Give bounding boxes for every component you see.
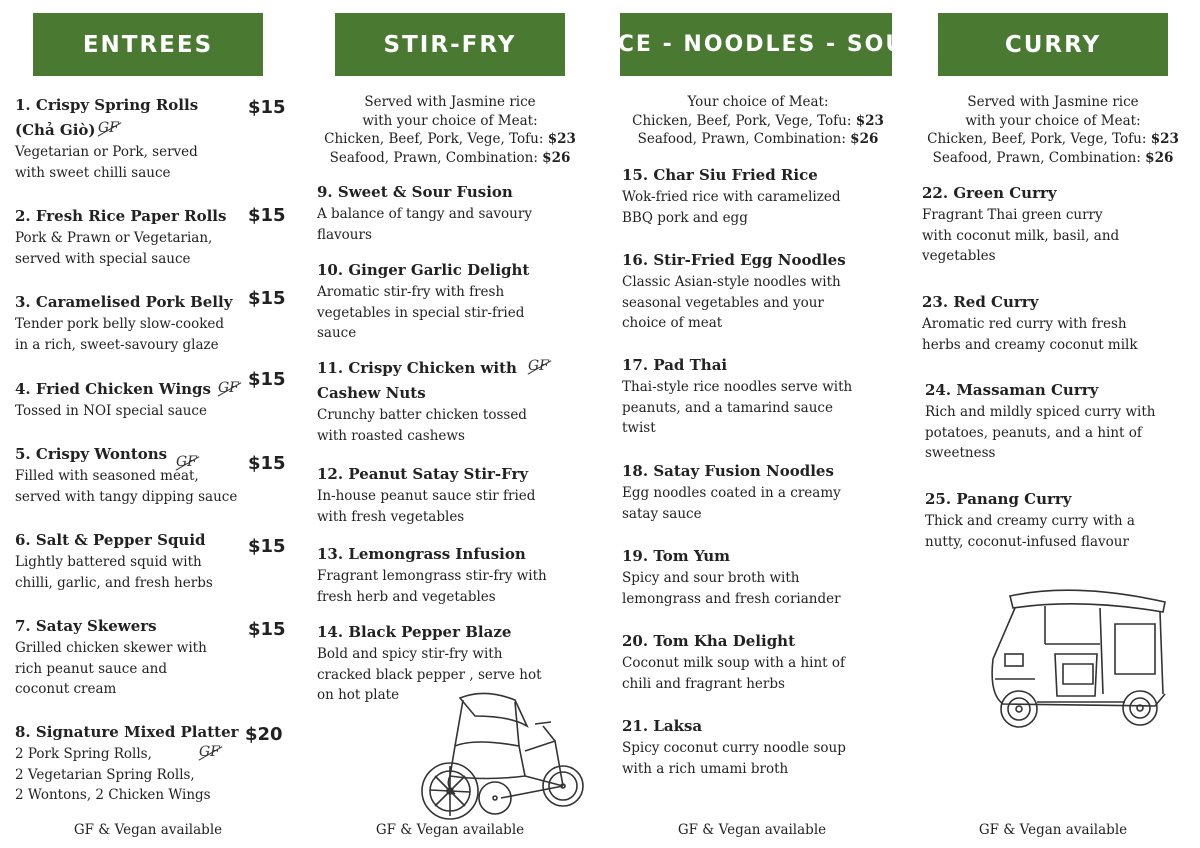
gf-badge: GF	[98, 120, 119, 136]
menu-item-8	[15, 721, 239, 806]
item-title: 3. Caramelised Pork Belly	[15, 293, 233, 311]
menu-item-9	[317, 181, 532, 245]
item-desc: In-house peanut sauce stir fried with fresh vegetables	[317, 488, 536, 525]
menu-item-20	[622, 630, 845, 694]
item-title: 1. Crispy Spring Rolls	[15, 96, 199, 114]
item-title: 15. Char Siu Fried Rice	[622, 166, 818, 184]
item-desc: Tossed in NOI special sauce	[15, 403, 207, 419]
item-desc: 2 Pork Spring Rolls, 2 Vegetarian Spring Rolls, 2 Wontons, 2 Chicken Wings	[15, 746, 211, 803]
gf-badge: GF	[199, 744, 220, 760]
menu-item-13	[317, 543, 547, 607]
menu-item-16	[622, 249, 846, 334]
item-price: $15	[248, 205, 286, 226]
item-desc: Spicy coconut curry noodle soup with a rich umami broth	[622, 740, 846, 777]
gf-badge: GF	[218, 380, 239, 396]
menu-item-24	[925, 379, 1155, 464]
menu-item-21	[622, 715, 846, 779]
rice-footer: GF & Vegan available	[677, 822, 827, 838]
item-title: 16. Stir-Fried Egg Noodles	[622, 251, 846, 269]
item-title: 20. Tom Kha Delight	[622, 632, 796, 650]
item-title: 19. Tom Yum	[622, 547, 731, 565]
menu-item-10	[317, 259, 529, 344]
menu-item-18	[622, 460, 841, 524]
item-desc: Vegetarian or Pork, served with sweet chilli sauce	[15, 144, 198, 181]
item-desc: A balance of tangy and savoury flavours	[317, 206, 532, 243]
item-title: 22. Green Curry	[922, 184, 1057, 202]
item-price: $15	[248, 619, 286, 640]
item-desc: Bold and spicy stir-fry with cracked black pepper , serve hot on hot plate	[317, 646, 542, 703]
curry-footer: GF & Vegan available	[978, 822, 1128, 838]
menu-item-6	[15, 529, 213, 593]
menu-item-25	[925, 488, 1135, 552]
item-title: 5. Crispy Wontons	[15, 445, 168, 463]
item-title: 13. Lemongrass Infusion	[317, 545, 526, 563]
entrees-footer: GF & Vegan available	[73, 822, 223, 838]
menu-item-4	[15, 378, 211, 422]
item-title: 2. Fresh Rice Paper Rolls	[15, 207, 227, 225]
item-title: 18. Satay Fusion Noodles	[622, 462, 834, 480]
item-price: $15	[248, 288, 286, 309]
menu-item-5	[15, 443, 237, 507]
menu-item-2	[15, 205, 226, 269]
menu-item-3	[15, 291, 232, 355]
item-desc: Filled with seasoned meat, served with tangy dipping sauce	[15, 468, 238, 505]
item-desc: Lightly battered squid with chilli, garlic, and fresh herbs	[15, 554, 213, 591]
item-desc: Tender pork belly slow-cooked in a rich, sweet-savoury glaze	[15, 316, 225, 353]
entrees-header: ENTREES	[33, 13, 263, 76]
item-price: $15	[248, 97, 286, 118]
stirfry-header: STIR-FRY	[335, 13, 565, 76]
item-price: $15	[248, 369, 286, 390]
item-title: 12. Peanut Satay Stir-Fry	[317, 465, 529, 483]
rice-note: Your choice of Meat: Chicken, Beef, Pork, Vege, Tofu: $23 Seafood, Prawn, Combination: $26	[632, 94, 884, 147]
item-desc: Thick and creamy curry with a nutty, coconut-infused flavour	[925, 513, 1135, 550]
item-desc: Fragrant Thai green curry with coconut milk, basil, and vegetables	[922, 207, 1120, 264]
gf-badge: GF	[528, 358, 549, 374]
menu-item-19	[622, 545, 841, 609]
item-desc: Wok-fried rice with caramelized BBQ pork and egg	[622, 189, 841, 226]
item-desc: Rich and mildly spiced curry with potatoes, peanuts, and a hint of sweetness	[925, 404, 1156, 461]
item-title: 8. Signature Mixed Platter	[15, 723, 239, 741]
item-title-line2: Cashew Nuts	[317, 384, 426, 402]
item-price: $15	[248, 453, 286, 474]
curry-note: Served with Jasmine rice with your choice of Meat: Chicken, Beef, Pork, Vege, Tofu: $23 Seafood, Prawn, Combination: $26	[927, 94, 1179, 166]
curry-header: CURRY	[938, 13, 1168, 76]
item-desc: Spicy and sour broth with lemongrass and fresh coriander	[622, 570, 841, 607]
item-desc: Crunchy batter chicken tossed with roasted cashews	[317, 407, 527, 444]
item-desc: Fragrant lemongrass stir-fry with fresh herb and vegetables	[317, 568, 547, 605]
item-price: $20	[245, 724, 283, 745]
item-title: 24. Massaman Curry	[925, 381, 1099, 399]
item-desc: Thai-style rice noodles serve with peanuts, and a tamarind sauce twist	[622, 379, 853, 436]
item-title: 21. Laksa	[622, 717, 703, 735]
menu-item-11	[317, 357, 527, 446]
menu-item-12	[317, 463, 535, 527]
item-desc: Coconut milk soup with a hint of chili and fragrant herbs	[622, 655, 846, 692]
menu-item-22	[922, 182, 1119, 267]
tuk-tuk-illustration	[985, 584, 1170, 744]
item-title: 25. Panang Curry	[925, 490, 1072, 508]
item-title-line2: (Chả Giò)	[15, 121, 96, 139]
menu-item-17	[622, 354, 852, 439]
menu-item-23	[922, 291, 1138, 355]
item-title: 6. Salt & Pepper Squid	[15, 531, 206, 549]
item-desc: Aromatic red curry with fresh herbs and creamy coconut milk	[922, 316, 1138, 353]
stirfry-footer: GF & Vegan available	[375, 822, 525, 838]
menu-item-15	[622, 164, 840, 228]
menu-item-1	[15, 94, 198, 183]
item-title: 4. Fried Chicken Wings	[15, 380, 211, 398]
item-desc: Classic Asian-style noodles with seasonal vegetables and your choice of meat	[622, 274, 841, 331]
item-title: 23. Red Curry	[922, 293, 1039, 311]
item-desc: Grilled chicken skewer with rich peanut sauce and coconut cream	[15, 640, 207, 697]
menu-item-7	[15, 615, 207, 700]
cyclo-rickshaw-illustration	[415, 686, 585, 821]
item-title: 7. Satay Skewers	[15, 617, 157, 635]
item-title: 11. Crispy Chicken with	[317, 359, 517, 377]
rice-noodles-soup-header: RICE - NOODLES - SOUP	[620, 13, 892, 76]
item-desc: Pork & Prawn or Vegetarian, served with special sauce	[15, 230, 213, 267]
item-price: $15	[248, 536, 286, 557]
item-title: 17. Pad Thai	[622, 356, 728, 374]
item-title: 14. Black Pepper Blaze	[317, 623, 512, 641]
gf-badge: GF	[176, 454, 197, 470]
item-title: 10. Ginger Garlic Delight	[317, 261, 530, 279]
item-title: 9. Sweet & Sour Fusion	[317, 183, 513, 201]
item-desc: Egg noodles coated in a creamy satay sauce	[622, 485, 841, 522]
stirfry-note: Served with Jasmine rice with your choice of Meat: Chicken, Beef, Pork, Vege, Tofu: $23 Seafood, Prawn, Combination: $26	[324, 94, 576, 166]
item-desc: Aromatic stir-fry with fresh vegetables in special stir-fried sauce	[317, 284, 525, 341]
